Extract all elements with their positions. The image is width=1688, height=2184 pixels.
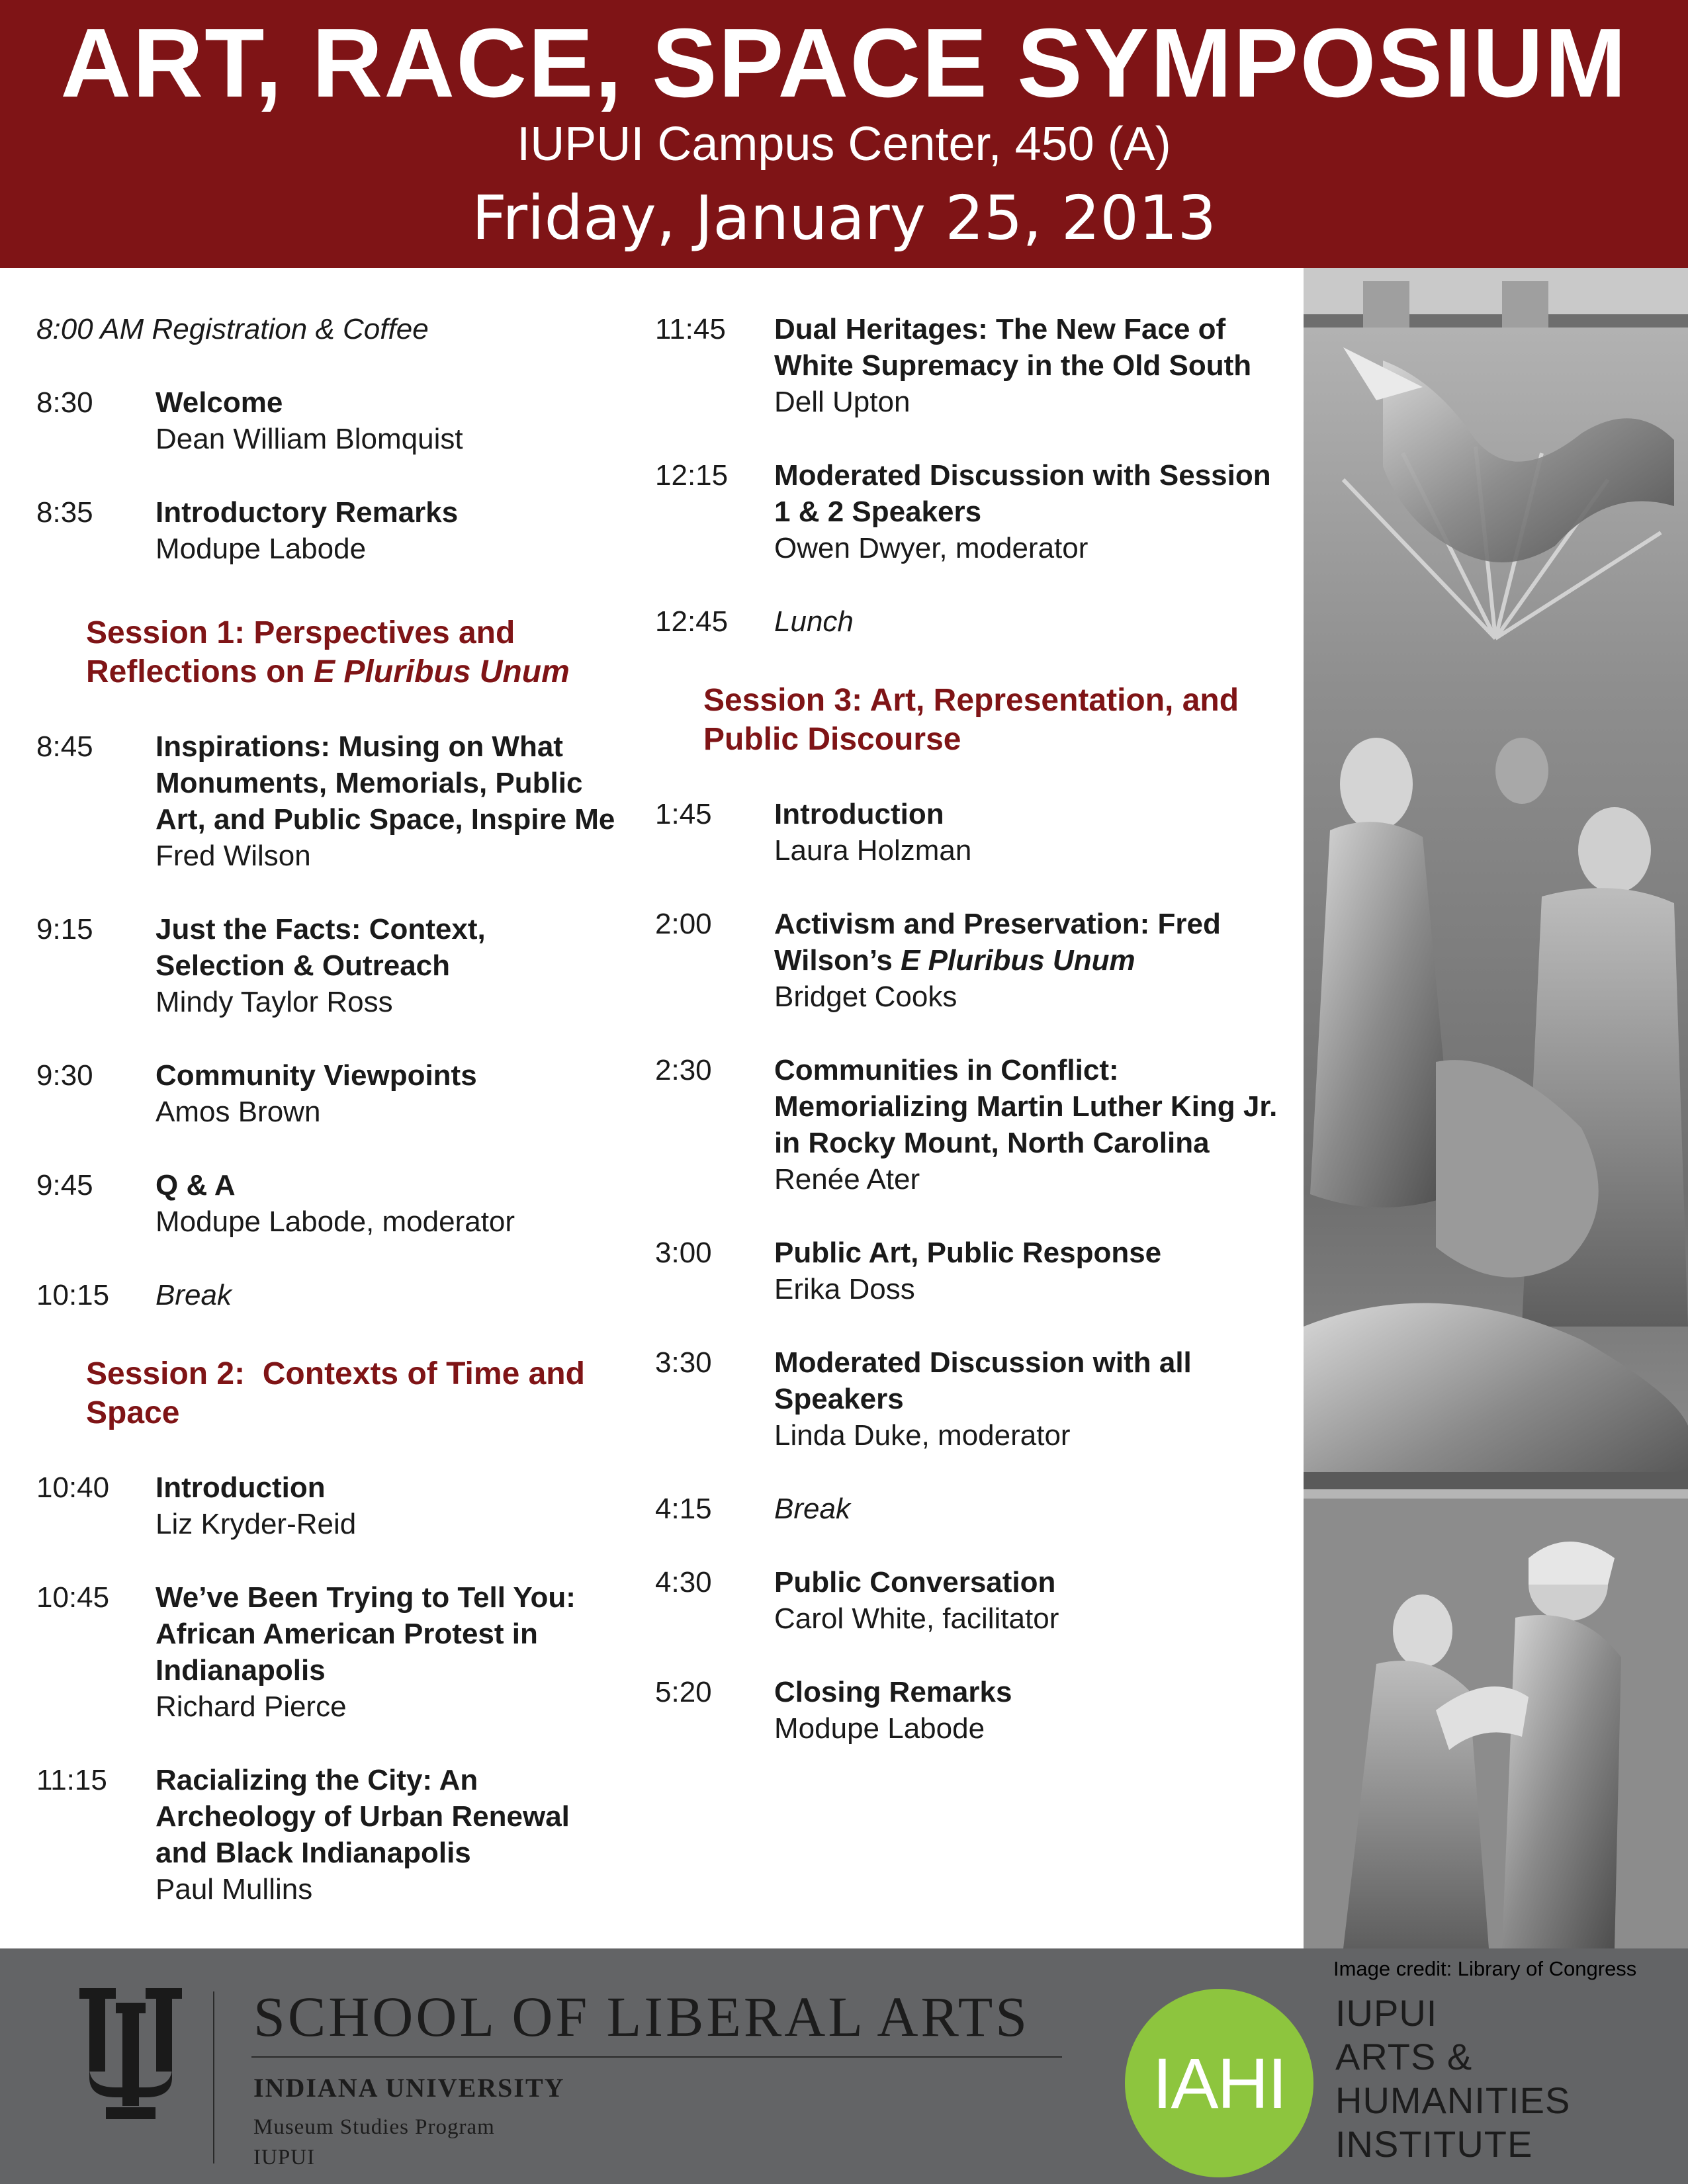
- item-title: Introductory Remarks: [155, 496, 459, 529]
- item-time: 2:30: [655, 1054, 712, 1086]
- schedule-item-break: [36, 1277, 619, 1313]
- item-speaker: Fred Wilson: [155, 840, 311, 872]
- iu-trident-icon: [79, 1988, 182, 2120]
- item-speaker: Amos Brown: [155, 1096, 321, 1128]
- footer-vertical-divider: [213, 1991, 214, 2163]
- item-speaker: Dell Upton: [774, 386, 911, 418]
- item-title: Moderated Discussion with all Speakers: [774, 1346, 1192, 1415]
- item-title: Lunch: [774, 605, 854, 638]
- item-speaker: Owen Dwyer, moderator: [774, 532, 1088, 564]
- item-title: Break: [774, 1493, 850, 1525]
- item-speaker: Paul Mullins: [155, 1873, 313, 1905]
- item-speaker: Dean William Blomquist: [155, 423, 463, 455]
- schedule-item: [36, 1579, 619, 1725]
- item-time: 10:45: [36, 1581, 110, 1614]
- item-title: Closing Remarks: [774, 1676, 1012, 1708]
- item-speaker: Laura Holzman: [774, 834, 972, 867]
- session-heading-1: [86, 613, 619, 691]
- item-time: 9:30: [36, 1059, 93, 1092]
- item-title: Introduction: [774, 798, 944, 830]
- iahi-name-line: HUMANITIES: [1335, 2079, 1571, 2121]
- schedule-item: [36, 1057, 619, 1130]
- schedule-right-column: [655, 311, 1290, 1784]
- item-time: 4:30: [655, 1566, 712, 1598]
- item-time: 11:15: [36, 1764, 107, 1796]
- monument-photo: [1304, 268, 1688, 1948]
- item-time: 8:30: [36, 386, 93, 419]
- schedule-item: [655, 457, 1290, 566]
- session-heading-line: Space: [86, 1395, 180, 1430]
- item-title: Welcome: [155, 386, 283, 419]
- session-heading-italic: E Pluribus Unum: [314, 654, 570, 689]
- item-time: 12:45: [655, 605, 729, 638]
- monument-relief-illustration: [1304, 268, 1688, 1948]
- schedule-item: [655, 1344, 1290, 1454]
- item-time: 8:45: [36, 730, 93, 763]
- item-time: 10:40: [36, 1471, 110, 1504]
- session-heading-line: Public Discourse: [703, 722, 961, 757]
- schedule-item: [36, 1762, 619, 1907]
- iahi-name-line: INSTITUTE: [1335, 2123, 1533, 2165]
- item-title: Community Viewpoints: [155, 1059, 477, 1092]
- schedule-item: [655, 1052, 1290, 1198]
- event-date: Friday, January 25, 2013: [471, 183, 1217, 253]
- item-title: Dual Heritages: The New Face of White Supremacy in the Old South: [774, 313, 1252, 382]
- item-time: 9:15: [36, 913, 93, 945]
- schedule-item: [36, 728, 619, 874]
- schedule-item: [655, 906, 1290, 1015]
- item-speaker: Modupe Labode, moderator: [155, 1205, 515, 1238]
- item-time: 5:20: [655, 1676, 712, 1708]
- campus-name: IUPUI: [253, 2146, 315, 2169]
- session-heading-2: [86, 1354, 619, 1432]
- item-title: We’ve Been Trying to Tell You: African American Protest in Indianapolis: [155, 1581, 576, 1686]
- item-time: 2:00: [655, 908, 712, 940]
- schedule-item-welcome: [36, 384, 619, 457]
- page-title: ART, RACE, SPACE SYMPOSIUM: [60, 9, 1628, 118]
- item-time: 1:45: [655, 798, 712, 830]
- schedule-item-break: [655, 1491, 1290, 1527]
- item-title: Activism and Preservation: Fred Wilson’s: [774, 908, 1221, 977]
- session-heading-line: Reflections on: [86, 654, 314, 689]
- program-block: [253, 2112, 495, 2173]
- item-speaker: Richard Pierce: [155, 1690, 347, 1723]
- item-title: Break: [155, 1279, 232, 1311]
- schedule-item: [36, 1469, 619, 1542]
- item-speaker: Liz Kryder-Reid: [155, 1508, 357, 1540]
- program-name: Museum Studies Program: [253, 2115, 495, 2139]
- schedule-item: [655, 1235, 1290, 1307]
- schedule-item: [36, 1167, 619, 1240]
- item-speaker: Erika Doss: [774, 1273, 915, 1305]
- iahi-name: [1335, 1991, 1570, 2166]
- image-credit: Image credit: Library of Congress: [1333, 1957, 1637, 1980]
- iahi-logo: IAHI: [1125, 1989, 1313, 2177]
- university-name: INDIANA UNIVERSITY: [253, 2073, 565, 2103]
- item-speaker: Mindy Taylor Ross: [155, 986, 393, 1018]
- header-banner: [0, 0, 1688, 268]
- item-title: Public Art, Public Response: [774, 1237, 1162, 1269]
- schedule-item: [655, 1564, 1290, 1637]
- schedule-item: [655, 1674, 1290, 1747]
- item-title: Just the Facts: Context, Selection & Outreach: [155, 913, 486, 982]
- schedule-item-lunch: [655, 603, 1290, 640]
- item-time: 9:45: [36, 1169, 93, 1201]
- item-time: 11:45: [655, 313, 726, 345]
- schedule-item-intro-remarks: [36, 494, 619, 567]
- item-title: Racializing the City: An Archeology of Urban Renewal and Black Indianapolis: [155, 1764, 570, 1869]
- school-name: SCHOOL OF LIBERAL ARTS: [253, 1985, 1030, 2048]
- item-speaker: Carol White, facilitator: [774, 1602, 1059, 1635]
- item-time: 3:30: [655, 1346, 712, 1379]
- iahi-name-line: IUPUI: [1335, 1992, 1438, 2034]
- item-title-italic: E Pluribus Unum: [901, 944, 1135, 977]
- schedule-item: [36, 911, 619, 1020]
- item-speaker: Linda Duke, moderator: [774, 1419, 1071, 1452]
- session-heading-line: Session 2: Contexts of Time and: [86, 1356, 585, 1391]
- item-time: 8:35: [36, 496, 93, 529]
- item-speaker: Modupe Labode: [155, 533, 367, 565]
- venue-text: IUPUI Campus Center, 450 (A): [517, 118, 1171, 171]
- item-speaker: Modupe Labode: [774, 1712, 985, 1745]
- item-title: Q & A: [155, 1169, 236, 1201]
- item-speaker: Bridget Cooks: [774, 981, 957, 1013]
- session-heading-3: [703, 681, 1290, 759]
- item-title: Introduction: [155, 1471, 326, 1504]
- item-time: 10:15: [36, 1279, 110, 1311]
- iahi-name-line: ARTS &: [1335, 2036, 1473, 2077]
- item-speaker: Renée Ater: [774, 1163, 920, 1196]
- item-time: 12:15: [655, 459, 729, 492]
- item-time: 4:15: [655, 1493, 712, 1525]
- footer-horizontal-divider: [251, 2056, 1062, 2058]
- session-heading-line: Session 1: Perspectives and: [86, 615, 515, 650]
- item-title: Communities in Conflict: Memorializing Martin Luther King Jr. in Rocky Mount, North Carolina: [774, 1054, 1278, 1159]
- item-time: 3:00: [655, 1237, 712, 1269]
- session-heading-line: Session 3: Art, Representation, and: [703, 683, 1239, 718]
- item-title: Inspirations: Musing on What Monuments, Memorials, Public Art, and Public Space, Inspire Me: [155, 730, 615, 836]
- item-title: Moderated Discussion with Session 1 & 2 Speakers: [774, 459, 1271, 528]
- schedule-left-column: [36, 311, 619, 1944]
- schedule-item-registration: [36, 311, 619, 347]
- schedule-item: [655, 311, 1290, 420]
- registration-text: 8:00 AM Registration & Coffee: [36, 313, 429, 345]
- schedule-item: [655, 796, 1290, 869]
- item-title: Public Conversation: [774, 1566, 1056, 1598]
